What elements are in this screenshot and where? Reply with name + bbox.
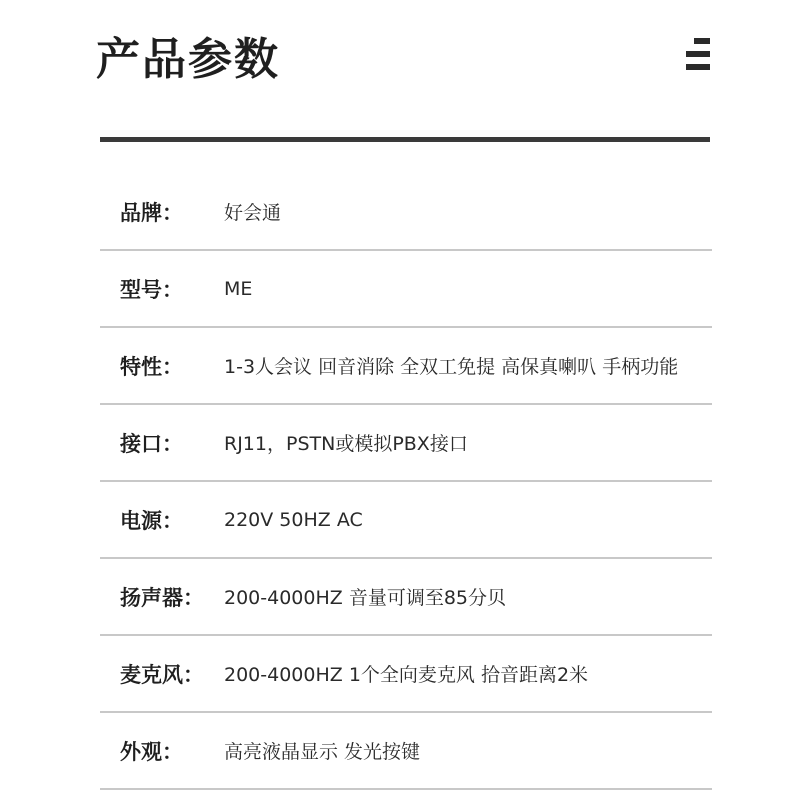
spec-row-interface (100, 405, 712, 482)
spec-table (100, 174, 712, 790)
spec-row-features (100, 328, 712, 405)
spec-label: 接口： (120, 431, 183, 456)
spec-label: 特性： (120, 354, 183, 379)
spec-label: 电源： (120, 508, 183, 533)
spec-value: ME (224, 277, 253, 300)
spec-value: 200-4000HZ 音量可调至85分贝 (224, 587, 506, 609)
menu-icon[interactable] (686, 38, 710, 70)
spec-label: 型号： (120, 277, 183, 302)
spec-value: RJ11，PSTN或模拟PBX接口 (224, 433, 468, 455)
spec-value: 1-3人会议 回音消除 全双工免提 高保真喇叭 手柄功能 (224, 356, 679, 378)
page-title: 产品参数 (96, 34, 280, 85)
spec-label: 扬声器： (120, 585, 204, 610)
spec-row-power (100, 482, 712, 559)
spec-row-brand (100, 174, 712, 251)
spec-label: 外观： (120, 739, 183, 764)
spec-value: 220V 50HZ AC (224, 508, 363, 531)
header-divider (100, 137, 710, 142)
menu-icon-bar (694, 38, 710, 44)
menu-icon-bar (686, 51, 710, 57)
spec-value: 高亮液晶显示 发光按键 (224, 741, 421, 763)
spec-row-speaker (100, 559, 712, 636)
spec-row-model (100, 251, 712, 328)
menu-icon-bar (686, 64, 710, 70)
spec-label: 品牌： (120, 200, 183, 225)
spec-row-microphone (100, 636, 712, 713)
spec-value: 200-4000HZ 1个全向麦克风 拾音距离2米 (224, 664, 589, 686)
spec-label: 麦克风： (120, 662, 204, 687)
spec-value: 好会通 (224, 202, 282, 224)
spec-row-appearance (100, 713, 712, 790)
